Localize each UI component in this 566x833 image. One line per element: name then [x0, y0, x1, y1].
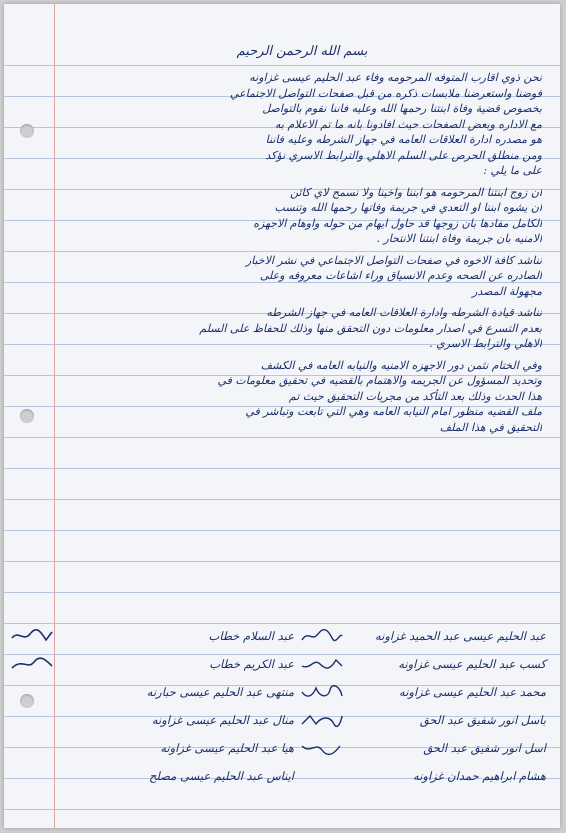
point-2-line: نناشد كافة الاخوه في صفحات التواصل الاجتماعي في نشر الاخبار: [245, 253, 542, 267]
intro-line: بخصوص قضية وفاة ابنتنا رحمها الله وعليه فاننا نقوم بالتواصل: [262, 102, 542, 115]
signature-entry: باسل انور شفيق عبد الحق: [296, 706, 546, 734]
point-1-line: ان يشوه ابننا او التعدي في جريمة وفاتها رحمها الله وتنسب: [274, 201, 542, 214]
signature-scribble: [300, 712, 344, 728]
signature-scribble: [10, 628, 54, 644]
closing-line: التحقيق في هذا الملف: [439, 420, 542, 434]
punch-hole: [20, 124, 34, 138]
closing-line: هذا الحدث وذلك بعد التأكد من مجريات التحقيق حيث تم: [288, 389, 542, 403]
signatures-right-column: [296, 622, 546, 790]
point-2-line: مجهولة المصدر: [472, 284, 542, 298]
intro-line: مع الاداره وبعض الصفحات حيث افادونا بانه ما تم الاعلام به: [275, 117, 542, 131]
point-3-line: الاهلي والترابط الاسري .: [429, 337, 542, 350]
signature-entry: اسل انور شفيق عبد الحق: [296, 734, 546, 762]
signature-scribble: [10, 656, 54, 672]
basmala: بسم الله الرحمن الرحيم: [236, 44, 368, 59]
signature-entry: هشام ابراهيم حمدان غزاونه: [413, 769, 546, 783]
signature-entry: محمد عبد الحليم عيسى غزاونه: [296, 678, 546, 706]
intro-line: هو مصدره ادارة العلاقات العامه في جهاز الشرطه وعليه فاننا: [265, 133, 542, 146]
intro-line: ومن منطلق الحرص على السلم الاهلي والترابط الاسري نؤكد: [265, 148, 542, 162]
point-3-line: بعدم التسرع في اصدار معلومات دون التحقق منها وذلك للحفاظ على السلم: [199, 321, 542, 335]
letter-sheet: [4, 4, 560, 828]
signature-entry: عبد الحليم عيسى عبد الحميد غزاونه: [296, 622, 546, 650]
closing-line: وتحديد المسؤول عن الجريمه والاهتمام بالقضيه في تحقيق معلومات في: [217, 374, 542, 387]
closing-line: ملف القضيه منظور امام النيابه العامه وهي التي تابعت وتباشر في: [245, 405, 542, 418]
signature-entry: هيا عبد الحليم عيسى غزاونه: [160, 741, 294, 755]
signature-entry: عبد الكريم خطاب: [44, 650, 294, 678]
signature-entry: كسب عبد الحليم عيسى غزاونه: [296, 650, 546, 678]
point-2-line: الصادره عن الصحه وعدم الانسياق وراء اشاعات معروفه وعلى: [259, 269, 542, 282]
closing-line: وفي الختام نثمن دور الاجهزه الامنيه والنيابه العامه في الكشف: [260, 358, 542, 372]
signature-scribble: [300, 740, 344, 756]
punch-hole: [20, 694, 34, 708]
signature-entry: منال عبد الحليم عيسى غزاونه: [151, 713, 294, 727]
signatures-left-column: [44, 622, 294, 790]
signature-scribble: [300, 628, 344, 644]
signatures: [44, 622, 546, 818]
signature-entry: عبد السلام خطاب: [44, 622, 294, 650]
point-1-line: ان زوج ابنتنا المرحومه هو ابننا واخينا ولا نسمح لاي كائن: [290, 185, 542, 199]
signature-entry: منتهى عبد الحليم عيسى حبارنه: [146, 685, 294, 699]
point-1-line: الامنيه بان جريمة وفاة ابنتنا الانتحار .: [376, 232, 542, 245]
signature-scribble: [300, 684, 344, 700]
signature-entry: ايناس عبد الحليم عيسى مصلح: [149, 769, 294, 783]
intro-line: على ما يلي :: [483, 164, 542, 177]
intro-line: نحن ذوي اقارب المتوفه المرحومه وفاء عبد الحليم عيسى غزاونه: [249, 71, 542, 84]
signature-scribble: [300, 656, 344, 672]
point-3-line: نناشد قيادة الشرطه وادارة العلاقات العامه في جهاز الشرطه: [266, 306, 542, 319]
intro-line: فوضنا واستعرضنا ملابسات ذكره من قبل صفحات التواصل الاجتماعي: [229, 86, 542, 100]
punch-hole: [20, 409, 34, 423]
point-1-line: الكامل مفادها بان زوجها قد حاول ايهام من حوله واوهام الاجهزه: [253, 216, 542, 230]
